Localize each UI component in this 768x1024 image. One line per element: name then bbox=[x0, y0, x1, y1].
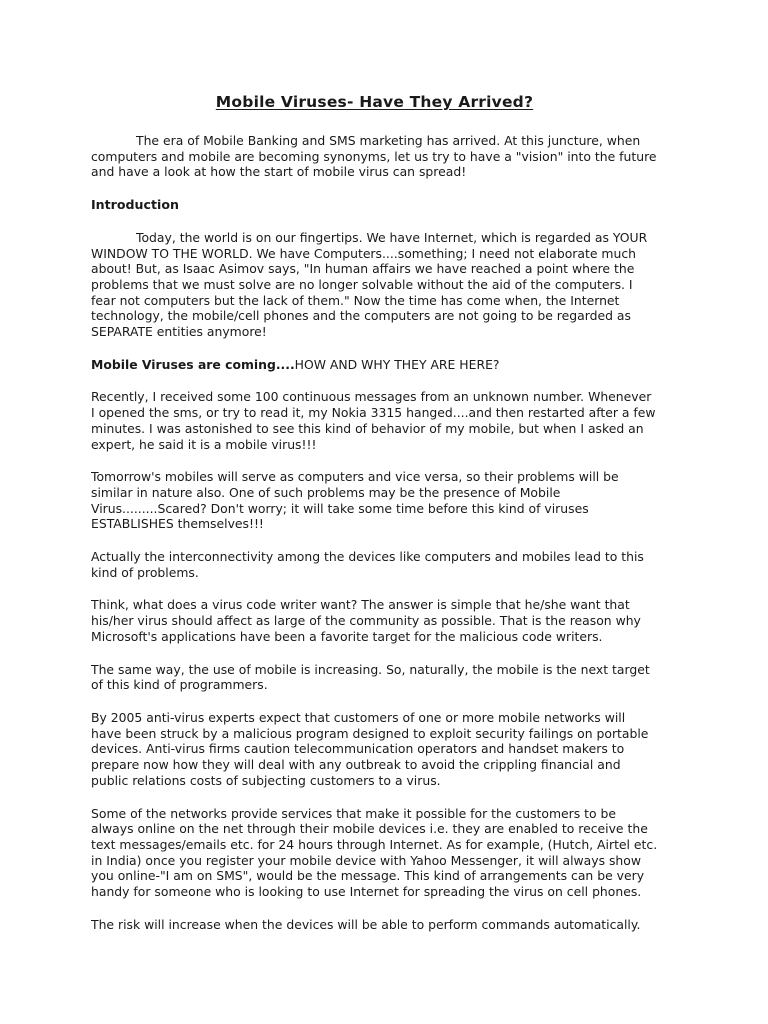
body-paragraph: Think, what does a virus code writer want? The answer is simple that he/she want that his/her virus should affect as large of the community as possible. That is the reason why Microsoft's applications have been a favorite target for the malicious code writers. bbox=[91, 597, 641, 644]
section-heading-mobile-viruses-coming bbox=[91, 357, 658, 373]
introduction-paragraph: Today, the world is on our fingertips. We have Internet, which is regarded as YOUR WINDOW TO THE WORLD. We have Computers....something; I need not elaborate much about! But, as Isaac Asimov says, "In human affairs we have reached a point where the problems that we must solve are no longer solvable without the aid of the computers. I fear not computers but the lack of them." Now the time has come when, the Internet technology, the mobile/cell phones and the computers are not going to be regarded as SEPARATE entities anymore! bbox=[91, 229, 648, 340]
intro-paragraph: The era of Mobile Banking and SMS marketing has arrived. At this juncture, when computers and mobile are becoming synonyms, let us try to have a "vision" into the future and have a look at how the start of mobile virus can spread! bbox=[91, 133, 657, 180]
section-heading-bold-part: Mobile Viruses are coming.... bbox=[91, 356, 295, 372]
document-title: Mobile Viruses- Have They Arrived? bbox=[215, 93, 534, 111]
body-paragraph: Tomorrow's mobiles will serve as computers and vice versa, so their problems will be similar in nature also. One of such problems may be the presence of Mobile Virus.........Scared? Don't worry; it will take some time before this kind of viruses ESTABLISHES themselves!!! bbox=[91, 469, 619, 532]
body-paragraph: The same way, the use of mobile is increasing. So, naturally, the mobile is the next target of this kind of programmers. bbox=[91, 661, 650, 693]
section-heading-introduction: Introduction bbox=[91, 197, 179, 213]
body-paragraph: Recently, I received some 100 continuous messages from an unknown number. Whenever I opened the sms, or try to read it, my Nokia 3315 hanged....and then restarted after a few minutes. I was astonished to see this kind of behavior of my mobile, but when I asked an expert, he said it is a mobile virus!!! bbox=[91, 389, 656, 452]
body-paragraph: The risk will increase when the devices will be able to perform commands automatically. bbox=[91, 916, 641, 932]
body-paragraph: Actually the interconnectivity among the devices like computers and mobiles lead to this kind of problems. bbox=[91, 549, 644, 580]
section-heading-caps-part: HOW AND WHY THEY ARE HERE? bbox=[294, 356, 500, 372]
body-paragraph: Some of the networks provide services that make it possible for the customers to be always online on the net through their mobile devices i.e. they are enabled to receive the text messages/emails etc. for 24 hours through Internet. As for example, (Hutch, Airtel etc. in India) once you register your mobile device with Yahoo Messenger, it will always show you online-"I am on SMS", would be the message. This kind of arrangements can be very handy for someone who is looking to use Internet for spreading the virus on cell phones. bbox=[91, 805, 658, 900]
body-paragraph: By 2005 anti-virus experts expect that customers of one or more mobile networks will have been struck by a malicious program designed to exploit security failings on portable devices. Anti-virus firms caution telecommunication operators and handset makers to prepare now how they will deal with any outbreak to avoid the crippling financial and public relations costs of subjecting customers to a virus. bbox=[91, 709, 649, 788]
